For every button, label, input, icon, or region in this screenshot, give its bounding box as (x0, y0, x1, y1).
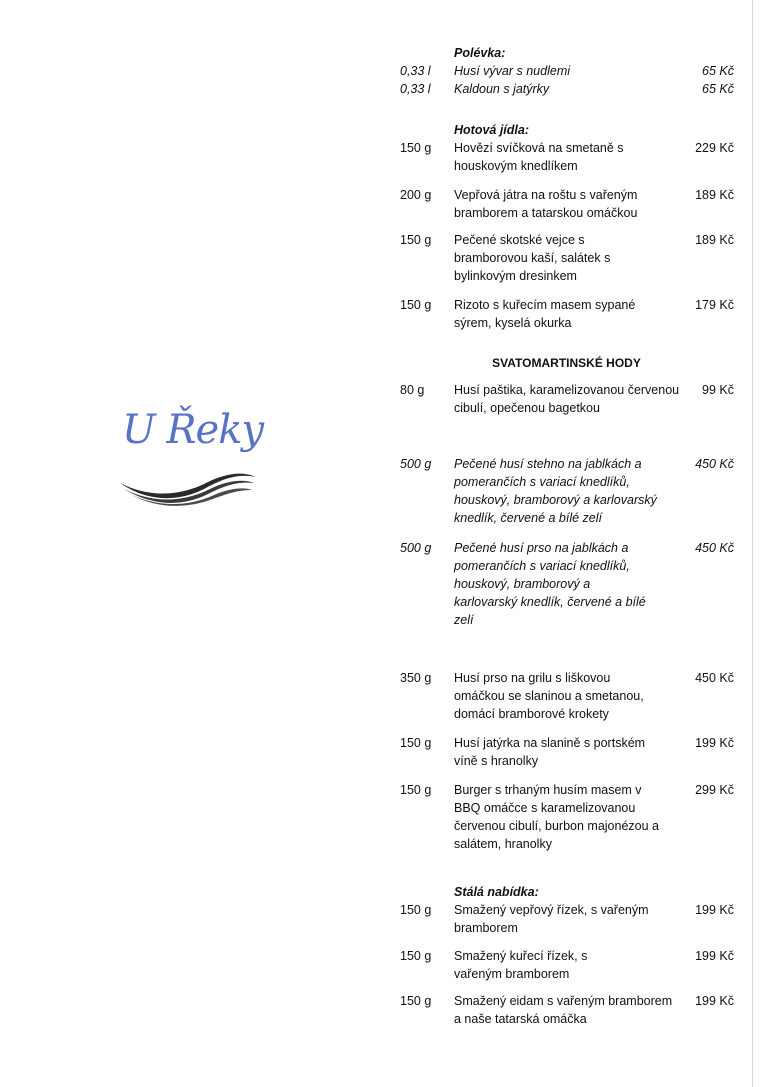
item-price: 450 Kč (695, 541, 734, 555)
item-quantity: 150 g (400, 903, 432, 917)
item-price: 189 Kč (695, 188, 734, 202)
item-name: Kaldoun s jatýrky (454, 82, 550, 96)
item-quantity: 350 g (400, 671, 432, 685)
item-name: Rizoto s kuřecím masem sypané sýrem, kyselá okurka (454, 298, 636, 330)
item-price: 189 Kč (695, 233, 734, 247)
item-name: Pečené skotské vejce s bramborovou kaší, salátek s bylinkovým dresinkem (454, 233, 611, 283)
item-price: 99 Kč (702, 383, 734, 397)
item-name: Smažený vepřový řízek, s vařeným bramborem (454, 903, 649, 935)
item-name: Husí vývar s nudlemi (454, 64, 571, 78)
section-heading-polevka: Polévka: (454, 46, 506, 60)
item-name: Smažený kuřecí řízek, s vařeným bramborem (454, 949, 588, 981)
item-quantity: 150 g (400, 994, 432, 1008)
wave-icon (118, 463, 258, 508)
item-quantity: 150 g (400, 298, 432, 312)
item-name: Burger s trhaným husím masem v BBQ omáčce s karamelizovanou červenou cibulí, burbon majonézou a salátem, hranolky (454, 783, 659, 851)
restaurant-logo (118, 405, 263, 510)
item-price: 199 Kč (695, 903, 734, 917)
item-name: Husí prso na grilu s liškovou omáčkou se slaninou a smetanou, domácí bramborové krokety (454, 671, 644, 721)
item-price: 199 Kč (695, 994, 734, 1008)
item-name: Pečené husí prso na jablkách a pomerančích s variací knedlíků, houskový, bramborový a karlovarský knedlík, červené a bílé zelí (454, 541, 646, 627)
item-name: Husí jatýrka na slanině s portském víně s hranolky (454, 736, 646, 768)
item-price: 299 Kč (695, 783, 734, 797)
section-heading-svatomartinske-hody: SVATOMARTINSKÉ HODY (492, 356, 641, 370)
item-quantity: 500 g (400, 457, 432, 471)
item-price: 229 Kč (695, 141, 734, 155)
item-name: Smažený eidam s vařeným bramborem a naše tatarská omáčka (454, 994, 673, 1026)
item-quantity: 500 g (400, 541, 432, 555)
item-quantity: 150 g (400, 783, 432, 797)
item-price: 65 Kč (702, 82, 734, 96)
page-edge (752, 0, 753, 1087)
item-name: Vepřová játra na roštu s vařeným bramborem a tatarskou omáčkou (454, 188, 638, 220)
item-quantity: 200 g (400, 188, 432, 202)
item-quantity: 150 g (400, 949, 432, 963)
item-name: Hovězí svíčková na smetaně s houskovým knedlíkem (454, 141, 624, 173)
item-price: 199 Kč (695, 949, 734, 963)
item-name: Pečené husí stehno na jablkách a pomerančích s variací knedlíků, houskový, bramborový a karlovarský knedlík, červené a bílé zelí (454, 457, 657, 525)
item-quantity: 0,33 l (400, 82, 431, 96)
item-price: 65 Kč (702, 64, 734, 78)
item-quantity: 150 g (400, 736, 432, 750)
item-quantity: 0,33 l (400, 64, 431, 78)
item-quantity: 80 g (400, 383, 425, 397)
item-price: 450 Kč (695, 457, 734, 471)
item-price: 199 Kč (695, 736, 734, 750)
item-price: 179 Kč (695, 298, 734, 312)
item-price: 450 Kč (695, 671, 734, 685)
section-heading-stala-nabidka: Stálá nabídka: (454, 885, 539, 899)
item-quantity: 150 g (400, 233, 432, 247)
item-quantity: 150 g (400, 141, 432, 155)
section-heading-hotova-jidla: Hotová jídla: (454, 123, 530, 137)
item-name: Husí paštika, karamelizovanou červenou cibulí, opečenou bagetkou (454, 383, 680, 415)
logo-text: U Řeky (122, 407, 264, 453)
